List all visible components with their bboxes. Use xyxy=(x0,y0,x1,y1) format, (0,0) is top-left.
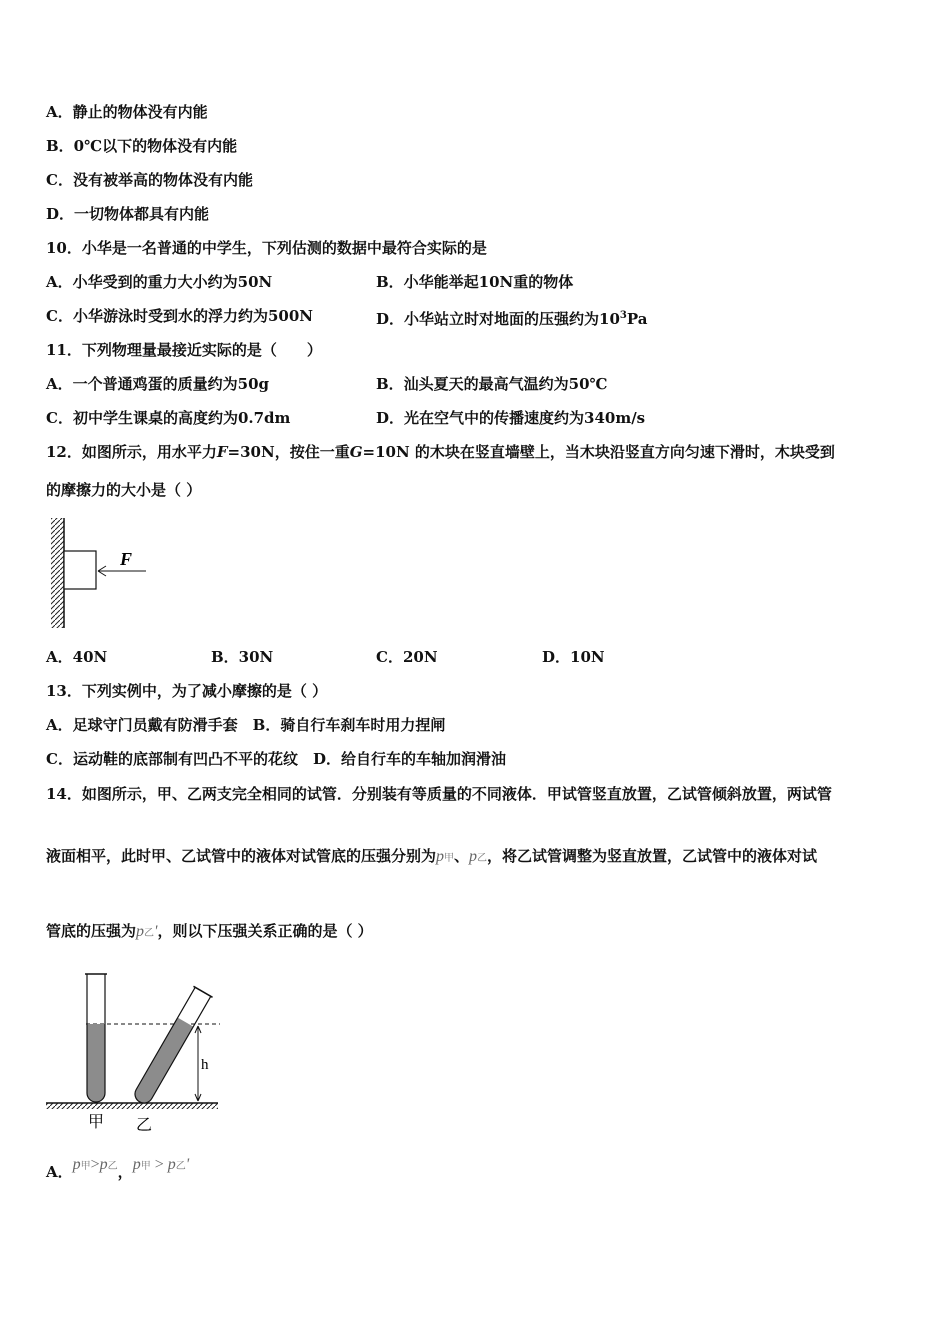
q12-option-d: D．10N xyxy=(542,648,605,666)
q11-option-a: A．一个普通鸡蛋的质量约为50g xyxy=(46,375,270,393)
tube-yi-rim xyxy=(193,986,212,997)
q12-stem-part3: =10N 的木块在竖直墙壁上，当木块沿竖直方向匀速下滑时，木块受到 xyxy=(362,443,835,461)
p-letter: p xyxy=(132,1156,141,1173)
q12-force-symbol: F xyxy=(216,443,228,461)
q14-stem-line2 xyxy=(46,846,817,869)
ground-hatching xyxy=(46,1103,218,1109)
q14-line3-part2: ，则以下压强关系正确的是（ ） xyxy=(157,922,373,940)
q13-options-ab: A．足球守门员戴有防滑手套 B．骑自行车刹车时用力捏闸 xyxy=(46,716,446,734)
force-label: F xyxy=(120,549,133,569)
q10-d-exponent: 3 xyxy=(619,310,627,321)
q9-option-a: A．静止的物体没有内能 xyxy=(46,103,208,121)
p-jia xyxy=(133,1156,151,1173)
q12-stem-line2: 的摩擦力的大小是（ ） xyxy=(46,481,202,499)
wood-block xyxy=(64,551,96,589)
q13-stem: 13．下列实例中，为了减小摩擦的是（ ） xyxy=(46,682,328,700)
q12-option-a: A．40N xyxy=(46,648,108,666)
q14-option-a-formula xyxy=(73,1155,118,1173)
q14-line3-part1: 管底的压强为 xyxy=(46,922,137,940)
p-letter: p xyxy=(436,848,445,865)
yi-subscript: 乙 xyxy=(144,928,155,939)
tube-jia-liquid xyxy=(87,1024,105,1102)
q11-option-b: B．汕头夏天的最高气温约为50℃ xyxy=(376,375,608,393)
yi-subscript: 乙 xyxy=(107,1161,118,1172)
q14-line2-part2: ，将乙试管调整为竖直放置，乙试管中的液体对试 xyxy=(487,847,818,865)
q14-stem-line3 xyxy=(46,921,373,944)
q14-option-a-formula-2 xyxy=(133,1155,189,1173)
tube-jia-label: 甲 xyxy=(88,1112,105,1131)
q10-option-d xyxy=(376,306,647,329)
q12-stem-part2: =30N，按住一重 xyxy=(227,443,350,461)
q9-option-b: B．0℃以下的物体没有内能 xyxy=(46,137,238,155)
q12-stem-part1: 12．如图所示，用水平力 xyxy=(46,443,217,461)
q10-option-a: A．小华受到的重力大小约为50N xyxy=(46,273,273,291)
p-yi-prime-symbol xyxy=(136,923,157,940)
q12-wall-block-figure xyxy=(40,515,160,633)
height-label: h xyxy=(201,1057,209,1073)
p-jia xyxy=(73,1156,91,1173)
q11-option-d: D．光在空气中的传播速度约为340m/s xyxy=(376,409,646,427)
p-letter: p xyxy=(136,923,145,940)
p-yi xyxy=(100,1156,118,1173)
q12-option-b: B．30N xyxy=(211,648,274,666)
p-jia-symbol xyxy=(436,848,454,865)
q10-stem: 10．小华是一名普通的中学生，下列估测的数据中最符合实际的是 xyxy=(46,239,487,257)
p-letter: p xyxy=(72,1156,81,1173)
comma: ， xyxy=(117,1163,133,1181)
prime-mark: ' xyxy=(185,1156,190,1173)
yi-subscript: 乙 xyxy=(477,853,488,864)
wall-hatching xyxy=(51,518,64,628)
q10-option-c: C．小华游泳时受到水的浮力约为500N xyxy=(46,307,313,325)
greater-than: > xyxy=(154,1156,164,1173)
q14-option-a-label: A． xyxy=(46,1163,73,1181)
q9-option-d: D．一切物体都具有内能 xyxy=(46,205,210,223)
separator: 、 xyxy=(454,847,470,865)
q14-stem-line1: 14．如图所示，甲、乙两支完全相同的试管．分别装有等质量的不同液体．甲试管竖直放置，乙试管倾斜放置，两试管 xyxy=(46,785,832,803)
q9-option-c: C．没有被举高的物体没有内能 xyxy=(46,171,253,189)
jia-subscript: 甲 xyxy=(444,853,455,864)
q12-stem-line1 xyxy=(46,442,835,462)
p-yi-symbol xyxy=(469,848,487,865)
p-letter: p xyxy=(99,1156,108,1173)
p-letter: p xyxy=(167,1156,176,1173)
q10-d-unit: Pa xyxy=(626,310,648,328)
p-yi-prime xyxy=(168,1156,189,1173)
q11-stem: 11．下列物理量最接近实际的是（ ） xyxy=(46,341,322,359)
q13-options-cd: C．运动鞋的底部制有凹凸不平的花纹 D．给自行车的车轴加润滑油 xyxy=(46,750,506,768)
tube-yi-liquid xyxy=(132,1018,194,1107)
q14-line2-part1: 液面相平，此时甲、乙试管中的液体对试管底的压强分别为 xyxy=(46,847,437,865)
jia-subscript: 甲 xyxy=(80,1161,91,1172)
q11-option-c: C．初中学生课桌的高度约为0.7dm xyxy=(46,409,291,427)
q12-option-c: C．20N xyxy=(376,648,438,666)
q12-weight-symbol: G xyxy=(349,443,363,461)
q10-d-prefix: D．小华站立时对地面的压强约为10 xyxy=(376,310,620,328)
tube-yi-label: 乙 xyxy=(136,1115,153,1134)
q14-test-tubes-figure xyxy=(40,966,225,1138)
prime-mark: ' xyxy=(154,923,158,940)
q10-option-b: B．小华能举起10N重的物体 xyxy=(376,273,574,291)
p-letter: p xyxy=(469,848,478,865)
greater-than: > xyxy=(90,1156,100,1173)
q14-option-a xyxy=(46,1156,190,1185)
jia-subscript: 甲 xyxy=(140,1161,151,1172)
yi-subscript: 乙 xyxy=(175,1161,186,1172)
